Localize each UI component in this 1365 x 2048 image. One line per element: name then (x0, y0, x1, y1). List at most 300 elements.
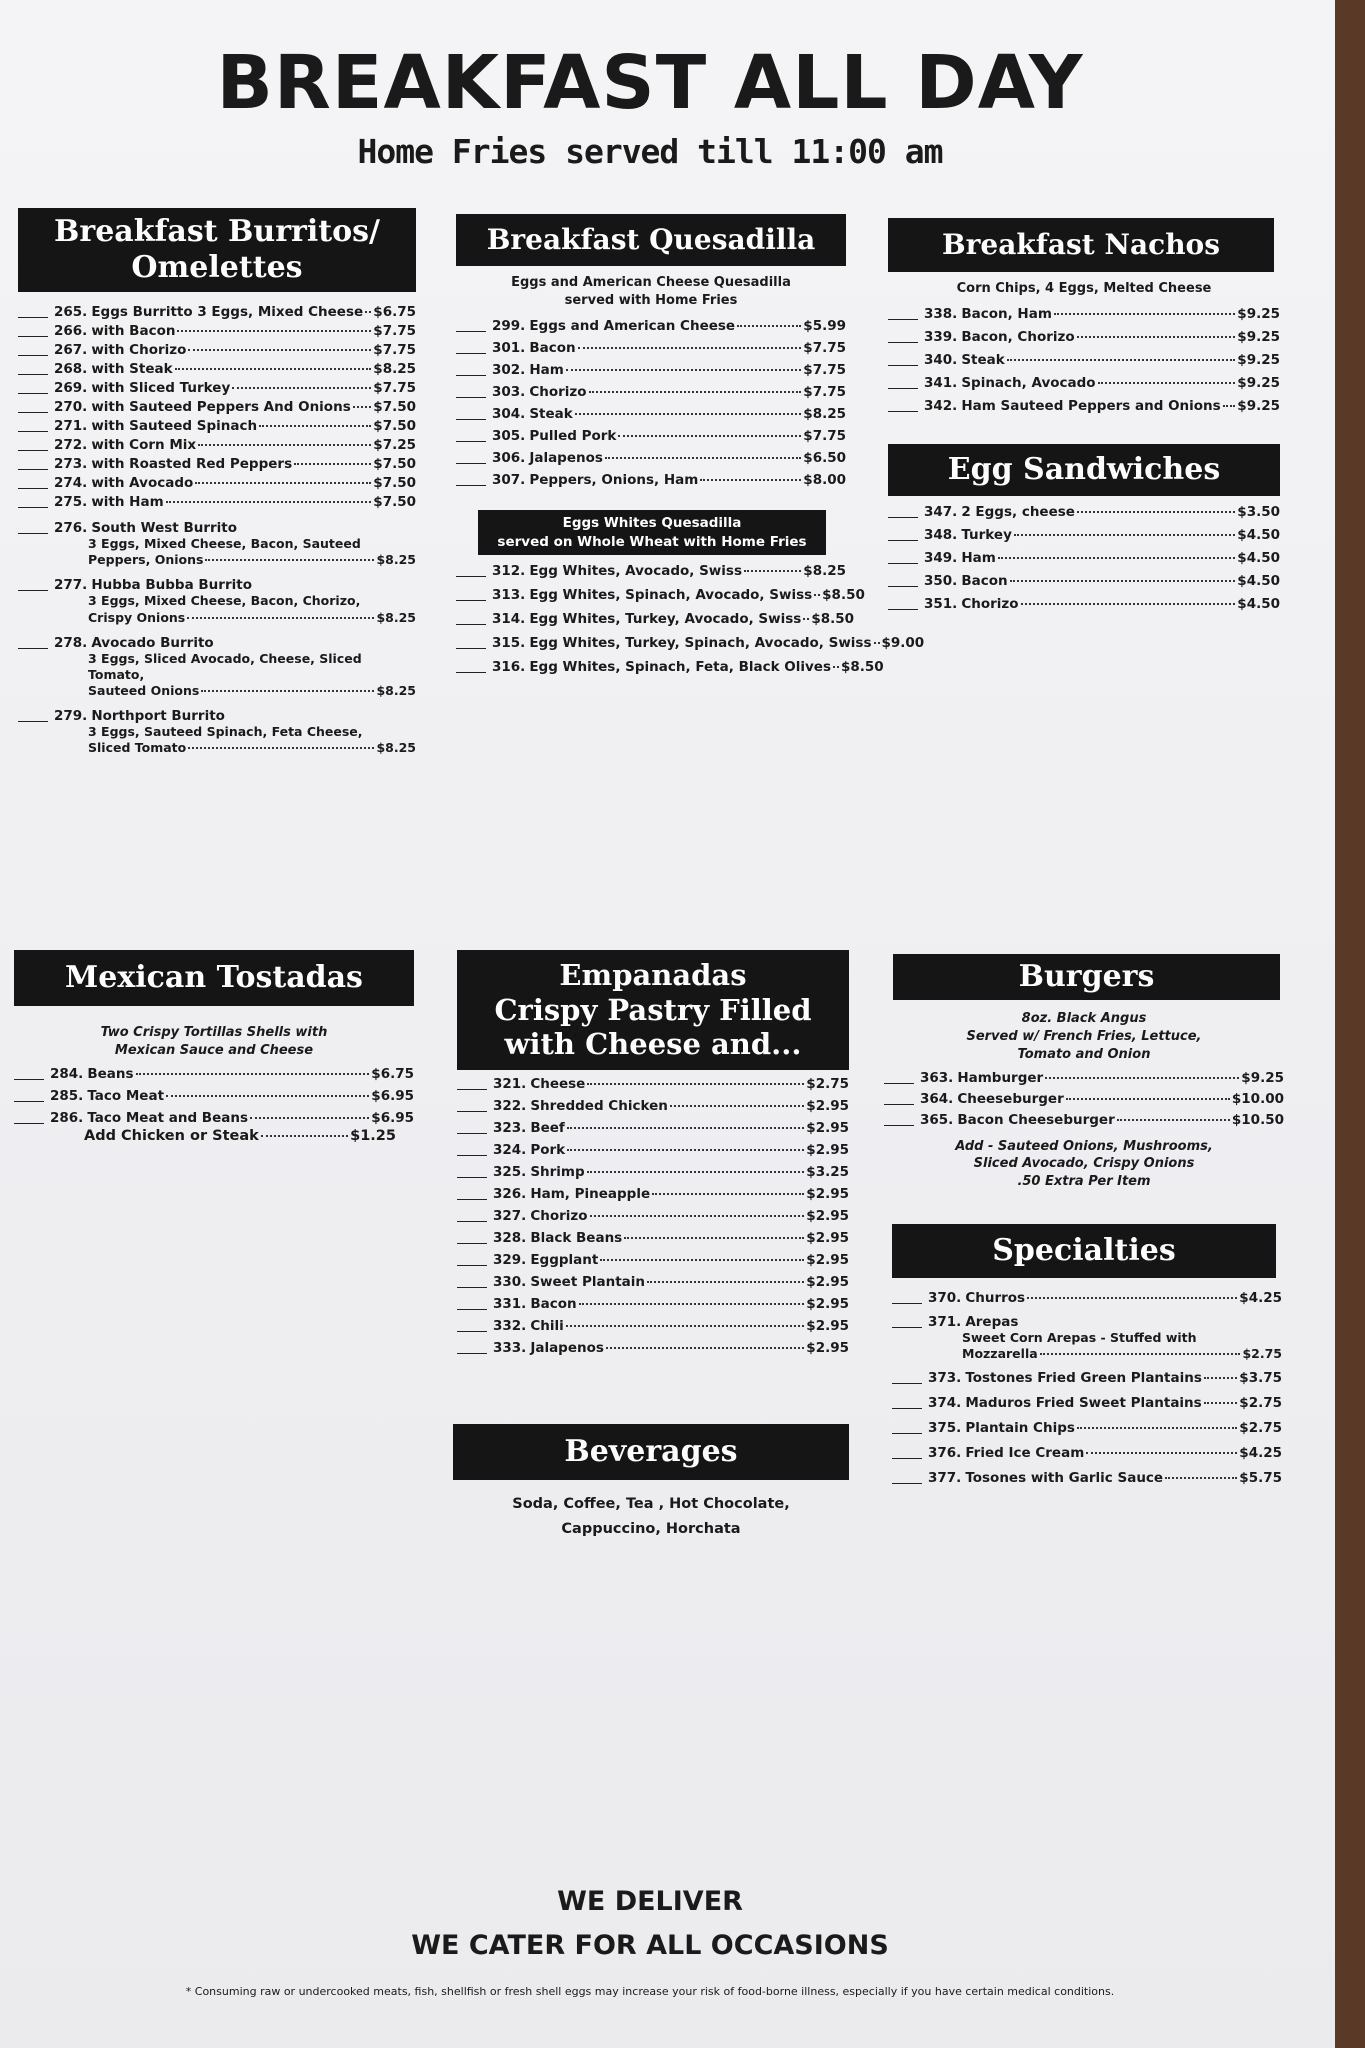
item-body (54, 418, 416, 434)
menu-item (18, 475, 416, 491)
menu-item (456, 362, 846, 378)
menu-item (888, 504, 1280, 520)
item-name: with Steak (91, 361, 173, 377)
item-price: $2.75 (1239, 1420, 1282, 1437)
order-blank (18, 577, 48, 591)
menu-item (457, 1340, 849, 1356)
item-name: Northport Burrito (91, 708, 225, 724)
item-number: 302. (492, 362, 526, 379)
item-body (54, 635, 416, 699)
item-number: 286. (50, 1110, 84, 1127)
item-number: 328. (493, 1230, 527, 1246)
item-body (54, 342, 416, 358)
menu-item (456, 563, 846, 579)
item-line (928, 1290, 1282, 1306)
item-line (928, 1395, 1282, 1411)
item-number: 347. (924, 504, 958, 520)
item-line (54, 361, 416, 377)
leader-dots (136, 1073, 370, 1075)
leader-dots (575, 413, 802, 415)
item-number: 363. (920, 1069, 954, 1086)
item-name: Jalapenos (530, 1340, 604, 1356)
specialties-list (892, 1290, 1282, 1486)
order-blank (457, 1186, 487, 1200)
section-title: Breakfast Quesadilla (456, 214, 846, 266)
menu-item (892, 1395, 1282, 1411)
leader-dots (201, 690, 374, 692)
leader-dots (1098, 382, 1236, 384)
order-blank (884, 1070, 914, 1084)
item-description-last (54, 740, 416, 755)
order-blank (457, 1340, 487, 1354)
menu-item (18, 361, 416, 377)
item-line (493, 1318, 849, 1334)
item-name: Black Beans (530, 1230, 623, 1246)
item-line (924, 596, 1280, 612)
item-body (54, 380, 416, 396)
item-name: Bacon Cheeseburger (957, 1111, 1115, 1128)
item-price: $4.25 (1239, 1290, 1282, 1306)
item-name: Sweet Plantain (530, 1274, 646, 1290)
item-name: Pulled Pork (529, 428, 617, 445)
item-name: Ham (961, 550, 996, 566)
item-line (54, 635, 416, 651)
item-name: South West Burrito (91, 520, 238, 536)
leader-dots (605, 457, 801, 459)
item-line (492, 340, 846, 356)
burritos-list (18, 304, 416, 510)
menu-item (14, 1066, 414, 1082)
item-name: Beef (530, 1120, 565, 1136)
leader-dots (1077, 336, 1236, 338)
section-empanadas (457, 950, 849, 1356)
leader-dots (1117, 1119, 1230, 1121)
item-number: 349. (924, 550, 958, 566)
menu-item (888, 375, 1280, 391)
desc-line: Served w/ French Fries, Lettuce, (966, 1029, 1202, 1045)
menu-item (457, 1274, 849, 1290)
menu-item (457, 1208, 849, 1224)
leader-dots (567, 1149, 804, 1151)
item-line (492, 472, 846, 488)
item-number: 279. (54, 708, 88, 724)
item-price: $4.25 (1239, 1445, 1282, 1462)
item-body (54, 304, 416, 320)
section-beverages (453, 1424, 849, 1543)
item-number: 322. (493, 1098, 527, 1114)
footer-deliver: WE DELIVER (557, 1886, 743, 1917)
order-blank (14, 1110, 44, 1124)
order-blank (18, 708, 48, 722)
item-name: Cheese (530, 1076, 586, 1092)
item-price: $8.25 (373, 361, 416, 377)
item-number: 312. (492, 562, 526, 579)
tostadas-addon (14, 1128, 396, 1144)
menu-item (456, 450, 846, 466)
item-body (493, 1274, 849, 1290)
item-line (54, 437, 416, 453)
note-line: .50 Extra Per Item (1017, 1173, 1151, 1189)
item-price: $2.75 (806, 1076, 849, 1092)
leader-dots (998, 557, 1236, 559)
item-body (928, 1420, 1282, 1436)
menu-item (888, 306, 1280, 322)
item-body (492, 472, 846, 488)
order-blank (892, 1445, 922, 1459)
item-price: $1.25 (350, 1128, 396, 1145)
menu-item (888, 527, 1280, 543)
order-blank (456, 450, 486, 464)
item-name: Ham Sauteed Peppers and Onions (961, 398, 1221, 415)
leader-dots (578, 347, 802, 349)
sandwiches-list (888, 504, 1280, 612)
item-line (928, 1420, 1282, 1436)
leader-dots (590, 1215, 805, 1217)
leader-dots (1066, 1098, 1230, 1100)
leader-dots (587, 1171, 805, 1173)
item-line (924, 329, 1280, 345)
item-body (492, 384, 846, 400)
item-price: $2.95 (806, 1318, 849, 1334)
section-quesadilla (456, 214, 925, 675)
leader-dots (566, 369, 802, 371)
item-number: 277. (54, 577, 88, 594)
item-number: 329. (493, 1252, 527, 1268)
item-number: 332. (493, 1318, 527, 1334)
order-blank (18, 635, 48, 649)
menu-item (456, 472, 846, 488)
order-blank (888, 550, 918, 564)
item-price: $9.25 (1241, 1069, 1284, 1086)
item-price: $8.25 (376, 609, 416, 625)
item-number: 274. (54, 475, 88, 491)
item-line (493, 1186, 849, 1202)
section-title: Specialties (892, 1224, 1276, 1278)
item-number: 365. (920, 1111, 954, 1128)
item-price: $4.50 (1237, 527, 1280, 543)
item-body (492, 362, 846, 378)
item-price: $7.75 (373, 380, 416, 396)
order-blank (457, 1318, 487, 1332)
item-description-last (928, 1346, 1282, 1361)
item-line (54, 708, 416, 724)
item-body (54, 437, 416, 453)
item-line (54, 418, 416, 434)
section-description: Corn Chips, 4 Eggs, Melted Cheese (956, 281, 1212, 296)
item-number: 269. (54, 380, 88, 396)
item-body (493, 1186, 849, 1202)
order-blank (457, 1230, 487, 1244)
leader-dots (589, 391, 802, 393)
item-number: 376. (928, 1445, 962, 1462)
item-description-end: Sliced Tomato (88, 740, 187, 756)
leader-dots (1204, 1377, 1237, 1379)
order-blank (456, 659, 486, 673)
item-name: Taco Meat and Beans (87, 1110, 249, 1127)
item-price: $9.25 (1237, 398, 1280, 415)
item-line (493, 1296, 849, 1312)
item-body (493, 1208, 849, 1224)
item-name: Peppers, Onions, Ham (529, 472, 699, 489)
order-blank (888, 504, 918, 518)
item-body (924, 306, 1280, 322)
leader-dots (566, 1325, 805, 1327)
item-number: 333. (493, 1340, 527, 1356)
item-number: 268. (54, 361, 88, 377)
order-blank (457, 1098, 487, 1112)
menu-item (456, 658, 884, 675)
item-number: 275. (54, 494, 88, 510)
item-name: Jalapenos (529, 450, 603, 467)
item-number: 326. (493, 1186, 527, 1202)
leader-dots (188, 747, 374, 749)
subheader-line: served on Whole Wheat with Home Fries (497, 533, 807, 550)
item-line (920, 1112, 1284, 1128)
item-body (492, 318, 846, 334)
item-body (924, 527, 1280, 543)
item-price: $9.25 (1237, 329, 1280, 346)
item-line (492, 611, 854, 627)
order-blank (892, 1370, 922, 1384)
item-price: $8.25 (376, 683, 416, 698)
item-price: $7.25 (373, 437, 416, 453)
order-blank (884, 1112, 914, 1126)
leader-dots (1007, 359, 1236, 361)
section-egg-sandwiches (888, 444, 1280, 612)
item-number: 315. (492, 634, 526, 651)
item-price: $9.25 (1237, 352, 1280, 369)
menu-item (457, 1230, 849, 1246)
order-blank (456, 384, 486, 398)
section-description (456, 274, 846, 310)
item-price: $8.25 (803, 562, 846, 579)
section-nachos (888, 218, 1280, 414)
item-body (50, 1088, 414, 1104)
leader-dots (166, 501, 372, 503)
item-name: Plantain Chips (965, 1420, 1075, 1437)
menu-item (457, 1318, 849, 1334)
item-price: $4.50 (1237, 550, 1280, 566)
leader-dots (232, 387, 371, 389)
leader-dots (175, 368, 372, 370)
item-body (50, 1110, 414, 1126)
page-subtitle: Home Fries served till 11:00 am (357, 132, 943, 171)
order-blank (888, 527, 918, 541)
item-line (924, 375, 1280, 391)
menu-item (456, 406, 846, 422)
item-number: 350. (924, 573, 958, 589)
leader-dots (600, 1259, 804, 1261)
item-line (54, 304, 416, 320)
desc-line: Mexican Sauce and Cheese (114, 1043, 314, 1059)
item-price: $6.95 (371, 1088, 414, 1105)
leader-dots (205, 559, 374, 561)
order-blank (456, 611, 486, 625)
leader-dots (1054, 313, 1235, 315)
item-price: $6.95 (371, 1110, 414, 1127)
item-name: Beans (87, 1066, 134, 1083)
menu-item (892, 1314, 1282, 1361)
menu-item (18, 437, 416, 453)
item-line (493, 1252, 849, 1268)
leader-dots (670, 1105, 804, 1107)
item-number: 330. (493, 1274, 527, 1290)
item-description-last (54, 610, 416, 625)
item-number: 374. (928, 1395, 962, 1412)
section-title: Mexican Tostadas (14, 950, 414, 1006)
menu-item (892, 1470, 1282, 1486)
leader-dots (198, 444, 371, 446)
title-line: Empanadas (559, 957, 747, 992)
item-price: $10.00 (1231, 1090, 1284, 1107)
item-name: Egg Whites, Avocado, Swiss (529, 562, 742, 579)
menu-item (888, 596, 1280, 612)
item-price: $8.25 (803, 406, 846, 423)
item-description-end: Mozzarella (962, 1346, 1038, 1362)
order-blank (18, 520, 48, 534)
desc-line: Soda, Coffee, Tea , Hot Chocolate, (512, 1496, 790, 1512)
desc-line: served with Home Fries (564, 293, 738, 309)
item-number: 370. (928, 1290, 962, 1306)
item-number: 348. (924, 527, 958, 543)
item-line (920, 1070, 1284, 1086)
item-price: $7.50 (373, 475, 416, 491)
item-number: 377. (928, 1470, 962, 1487)
leader-dots (166, 1095, 369, 1097)
leader-dots (579, 1303, 805, 1305)
item-body (493, 1230, 849, 1246)
item-body (924, 352, 1280, 368)
item-price: $7.50 (373, 456, 416, 472)
burgers-note (884, 1138, 1284, 1191)
order-blank (457, 1076, 487, 1090)
page-title: BREAKFAST ALL DAY (216, 40, 1084, 126)
item-number: 285. (50, 1088, 84, 1105)
item-price: $8.50 (822, 586, 865, 603)
item-body (928, 1445, 1282, 1461)
order-blank (456, 428, 486, 442)
item-name: Hamburger (957, 1069, 1044, 1086)
menu-item (456, 384, 846, 400)
menu-item (18, 708, 416, 755)
order-blank (457, 1274, 487, 1288)
leader-dots (1077, 511, 1235, 513)
item-body (492, 587, 865, 603)
item-body (493, 1318, 849, 1334)
item-line (493, 1208, 849, 1224)
note-line: Sliced Avocado, Crispy Onions (973, 1156, 1195, 1172)
leader-dots (1010, 580, 1236, 582)
item-body (492, 659, 884, 675)
section-description (14, 1024, 414, 1060)
item-price: $7.75 (373, 342, 416, 358)
item-price: $2.95 (806, 1296, 849, 1312)
section-title: Breakfast Burritos/ Omelettes (18, 208, 416, 292)
desc-line: 8oz. Black Angus (1021, 1011, 1147, 1026)
menu-item (892, 1420, 1282, 1436)
menu-item (18, 323, 416, 339)
item-body (920, 1070, 1284, 1086)
item-number: 323. (493, 1120, 527, 1136)
item-price: $2.95 (806, 1098, 849, 1114)
egg-whites-header (478, 510, 826, 554)
item-name: with Bacon (91, 323, 176, 339)
item-name: Turkey (961, 527, 1012, 543)
menu-item (18, 520, 416, 567)
item-price: $2.75 (1239, 1395, 1282, 1412)
item-body (54, 456, 416, 472)
order-blank (18, 323, 48, 337)
section-title (457, 950, 849, 1070)
item-body (54, 399, 416, 415)
item-price: $2.75 (1242, 1346, 1282, 1362)
order-blank (457, 1120, 487, 1134)
menu-item (14, 1088, 414, 1104)
item-line (493, 1120, 849, 1136)
item-number: 305. (492, 428, 526, 445)
item-price: $3.50 (1237, 504, 1280, 520)
item-name: Bacon (530, 1296, 577, 1312)
item-name: Egg Whites, Spinach, Feta, Black Olives (529, 658, 831, 675)
menu-item (18, 577, 416, 624)
empanadas-list (457, 1076, 849, 1356)
section-title: Burgers (893, 954, 1280, 1000)
item-description: Sweet Corn Arepas - Stuffed with (962, 1330, 1197, 1345)
item-price: $8.50 (841, 658, 884, 675)
order-blank (888, 375, 918, 389)
item-price: $7.75 (803, 384, 846, 401)
leader-dots (365, 311, 371, 313)
leader-dots (1204, 1402, 1238, 1404)
item-name: Tosones with Garlic Sauce (965, 1470, 1164, 1487)
item-number: 272. (54, 437, 88, 453)
item-body (928, 1314, 1282, 1361)
item-body (924, 398, 1280, 414)
item-line (924, 527, 1280, 543)
leader-dots (259, 425, 371, 427)
order-blank (892, 1290, 922, 1304)
item-body (493, 1098, 849, 1114)
item-number: 341. (924, 375, 958, 392)
section-burritos (18, 208, 416, 755)
leader-dots (1027, 1297, 1237, 1299)
leader-dots (1165, 1477, 1237, 1479)
item-body (493, 1164, 849, 1180)
subheader-line: Eggs Whites Quesadilla (562, 515, 742, 532)
order-blank (456, 472, 486, 486)
menu-item (457, 1120, 849, 1136)
section-description (884, 1010, 1284, 1065)
item-price: $7.50 (373, 494, 416, 510)
menu-item (884, 1070, 1284, 1086)
item-name: Arepas (965, 1314, 1019, 1330)
item-line (924, 573, 1280, 589)
item-body (492, 428, 846, 444)
item-price: $2.95 (806, 1120, 849, 1136)
item-number: 321. (493, 1076, 527, 1092)
menu-item (456, 340, 846, 356)
item-line (924, 550, 1280, 566)
item-line (493, 1098, 849, 1114)
order-blank (18, 418, 48, 432)
item-line (493, 1340, 849, 1356)
item-body (492, 406, 846, 422)
menu-item (14, 1110, 414, 1126)
item-name: Avocado Burrito (91, 634, 214, 651)
item-price: $9.00 (881, 634, 925, 651)
item-number: 342. (924, 398, 958, 415)
item-price: $6.50 (803, 450, 846, 467)
